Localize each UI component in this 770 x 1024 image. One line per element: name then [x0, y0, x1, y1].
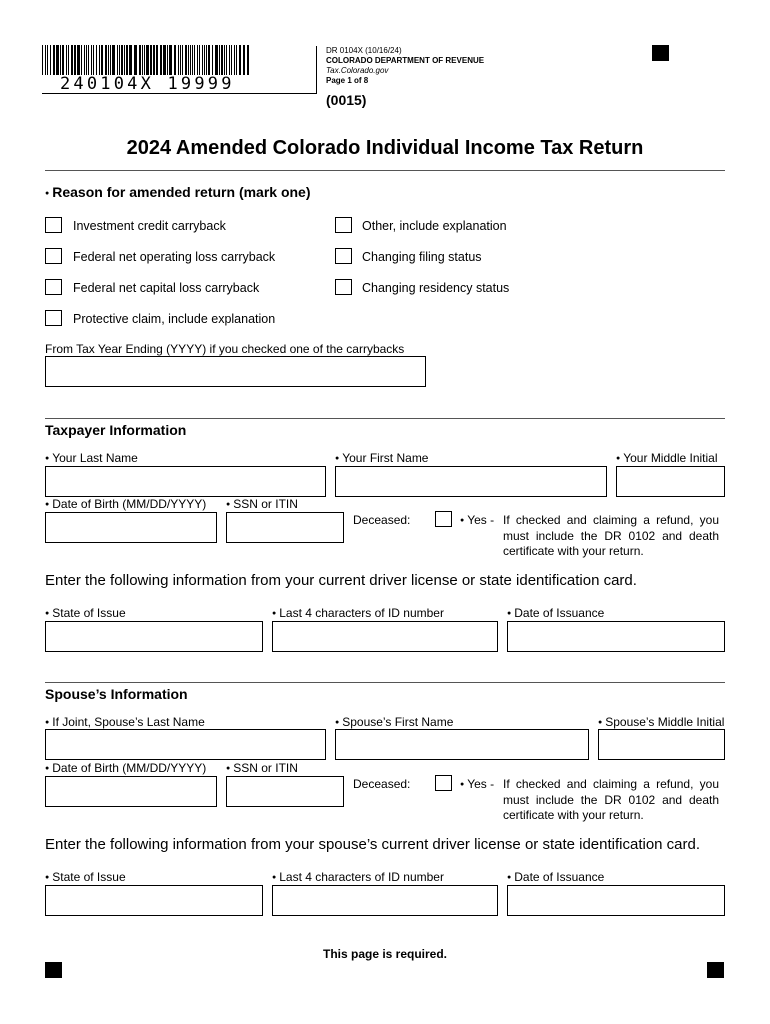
barcode-number: 240104X 19999: [60, 74, 235, 94]
issuance-date-field[interactable]: [507, 621, 725, 652]
spouse-last-name-label: ● If Joint, Spouse’s Last Name: [45, 715, 205, 729]
spouse-dob-field[interactable]: [45, 776, 217, 807]
deceased-label: Deceased:: [353, 513, 411, 527]
id-last4-field[interactable]: [272, 621, 498, 652]
option-capital-loss: Federal net capital loss carryback: [73, 281, 260, 295]
checkbox-filing-status[interactable]: [335, 248, 352, 264]
checkbox-other-explanation[interactable]: [335, 217, 352, 233]
tax-year-field[interactable]: [45, 356, 426, 387]
deceased-note: If checked and claiming a refund, you must include the DR 0102 and death certificate with your return.: [503, 513, 719, 558]
spouse-deceased-note: If checked and claiming a refund, you must include the DR 0102 and death certificate with your return.: [503, 777, 719, 822]
checkbox-capital-loss[interactable]: [45, 279, 62, 295]
reason-heading: ● Reason for amended return (mark one): [45, 184, 311, 200]
middle-initial-label: ● Your Middle Initial: [616, 451, 718, 465]
option-filing-status: Changing filing status: [362, 250, 482, 264]
registration-mark-bottom-right: [707, 962, 724, 978]
page-required-note: This page is required.: [322, 947, 448, 961]
option-protective-claim: Protective claim, include explanation: [73, 312, 276, 326]
spouse-ssn-label: ● SSN or ITIN: [226, 761, 298, 775]
spouse-heading: Spouse’s Information: [45, 686, 188, 702]
last-name-field[interactable]: [45, 466, 326, 497]
spouse-id-last4-label: ● Last 4 characters of ID number: [272, 870, 444, 884]
page-number: Page 1 of 8: [326, 76, 369, 85]
spouse-first-name-label: ● Spouse’s First Name: [335, 715, 453, 729]
ssn-label: ● SSN or ITIN: [226, 497, 298, 511]
barcode-image: [42, 45, 250, 75]
spouse-id-instruction: Enter the following information from your spouse’s current driver license or state identification card.: [45, 836, 701, 853]
barcode-rule: [316, 46, 317, 93]
first-name-field[interactable]: [335, 466, 607, 497]
spouse-dob-label: ● Date of Birth (MM/DD/YYYY): [45, 761, 206, 775]
deceased-yes-label: ● Yes -: [460, 513, 494, 527]
spouse-ssn-field[interactable]: [226, 776, 344, 807]
checkbox-investment-credit[interactable]: [45, 217, 62, 233]
spouse-state-of-issue-field[interactable]: [45, 885, 263, 916]
id-last4-label: ● Last 4 characters of ID number: [272, 606, 444, 620]
spouse-middle-initial-field[interactable]: [598, 729, 725, 760]
form-id: DR 0104X (10/16/24): [326, 46, 402, 55]
taxpayer-heading: Taxpayer Information: [45, 422, 187, 438]
registration-mark-top-right: [652, 45, 669, 61]
spouse-id-last4-field[interactable]: [272, 885, 498, 916]
spouse-deceased-label: Deceased:: [353, 777, 411, 791]
middle-initial-field[interactable]: [616, 466, 725, 497]
registration-mark-bottom-left: [45, 962, 62, 978]
tax-year-label: From Tax Year Ending (YYYY) if you checked one of the carrybacks: [45, 342, 405, 356]
checkbox-residency-status[interactable]: [335, 279, 352, 295]
option-investment-credit: Investment credit carryback: [73, 219, 226, 233]
department-name: COLORADO DEPARTMENT OF REVENUE: [326, 56, 485, 65]
title-divider: [45, 170, 725, 171]
checkbox-protective-claim[interactable]: [45, 310, 62, 326]
last-name-label: ● Your Last Name: [45, 451, 138, 465]
spouse-issuance-date-label: ● Date of Issuance: [507, 870, 604, 884]
checkbox-deceased[interactable]: [435, 511, 452, 527]
first-name-label: ● Your First Name: [335, 451, 428, 465]
spouse-middle-initial-label: ● Spouse’s Middle Initial: [598, 715, 724, 729]
dob-field[interactable]: [45, 512, 217, 543]
page-title: 2024 Amended Colorado Individual Income Tax Return: [126, 137, 644, 159]
state-of-issue-field[interactable]: [45, 621, 263, 652]
option-other-explanation: Other, include explanation: [362, 219, 507, 233]
section-divider-taxpayer: [45, 418, 725, 419]
spouse-issuance-date-field[interactable]: [507, 885, 725, 916]
barcode-underline: [42, 93, 317, 94]
ssn-field[interactable]: [226, 512, 344, 543]
spouse-last-name-field[interactable]: [45, 729, 326, 760]
website: Tax.Colorado.gov: [326, 66, 389, 75]
dob-label: ● Date of Birth (MM/DD/YYYY): [45, 497, 206, 511]
section-divider-spouse: [45, 682, 725, 683]
spouse-state-of-issue-label: ● State of Issue: [45, 870, 126, 884]
option-net-operating-loss: Federal net operating loss carryback: [73, 250, 276, 264]
checkbox-spouse-deceased[interactable]: [435, 775, 452, 791]
issuance-date-label: ● Date of Issuance: [507, 606, 604, 620]
form-code: (0015): [326, 92, 367, 108]
state-of-issue-label: ● State of Issue: [45, 606, 126, 620]
option-residency-status: Changing residency status: [362, 281, 510, 295]
spouse-deceased-yes-label: ● Yes -: [460, 777, 494, 791]
spouse-first-name-field[interactable]: [335, 729, 589, 760]
id-instruction: Enter the following information from your current driver license or state identification card.: [45, 572, 637, 589]
checkbox-net-operating-loss[interactable]: [45, 248, 62, 264]
